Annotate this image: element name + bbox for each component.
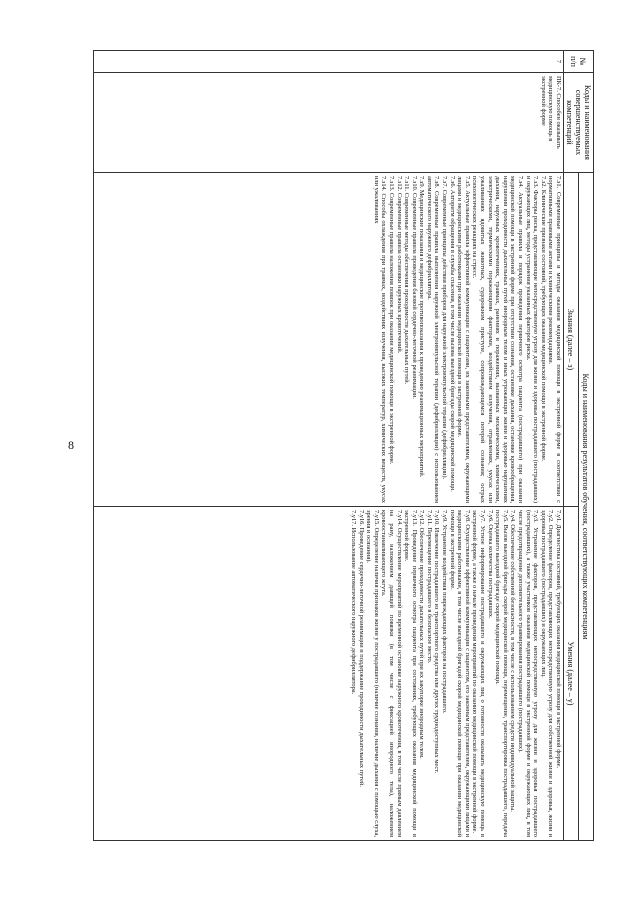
knowledge-item: 7.з8. Современные правила выполнения наружной электроимпульсной терапии (дефибрилляции) с использованием автоматического наружного дефибриллятора.: [425, 176, 441, 503]
knowledge-item: 7.з12. Современные правила остановки наружных кровотечений.: [395, 176, 403, 354]
table-row: [94, 51, 564, 841]
knowledge-item: 7.з1. Современные принципы и методы оказания медицинской помощи в экстренной форме в соответствии с нормативными правовыми актами и клиническими рекомендациями.: [547, 176, 562, 503]
header-skills: Умения (далее – у): [564, 507, 579, 841]
header-codes: Коды и наименования совершенствуемых компетенций: [564, 73, 594, 173]
landscape-content: [82, 50, 594, 840]
knowledge-item: 7.з3. Факторы риска, представляющие непосредственную угрозу для жизни и здоровья пострадавшего (пострадавших) и окружающих лиц, методы устранения указанных факторов риска.: [524, 176, 540, 503]
skills-cell: [94, 507, 564, 841]
page-number: 8: [68, 438, 74, 452]
knowledge-cell: [94, 173, 564, 507]
skill-item: 7.у9. Устранение воздействия повреждающих факторов на пострадавшего.: [441, 510, 449, 714]
knowledge-item: 7.з7. Современные принципы действия приборов для наружной электроимпульсной терапии (дефибрилляции).: [441, 176, 449, 480]
skill-item: 7.у12. Обеспечение проходимости дыхательных путей при их закупорке инородным телом.: [418, 510, 426, 759]
skill-item: 7.у6. Оценка количества пострадавших.: [486, 510, 494, 619]
knowledge-item: 7.з13. Современные правила наложения повязок при оказании медицинской помощи в экстренной форме.: [387, 176, 395, 465]
skill-item: 7.у1. Диагностика состояний, требующих оказания медицинской помощи в экстренной форме.: [555, 510, 562, 769]
knowledge-item: 7.з5. Актуальные правила эффективной коммуникации с пациентами, их законными представителями, окружающими лицами и медицинскими работниками при оказании медицинской помощи в экстренной форме.: [456, 176, 471, 503]
rotated-page: [82, 50, 594, 840]
skill-item: 7.у4. Обеспечение собственной безопасности, в том числе с использованием средств индивидуальной защиты.: [509, 510, 517, 812]
skill-item: 7.у7. Устное информирование пострадавшего и окружающих лиц о готовности оказывать медицинскую помощь в экстренной форме, а также о начале проведения мероприятий по оказанию медицинской помощи в экстренной форме.: [471, 510, 487, 838]
header-num: № п/п: [564, 51, 594, 73]
skill-item: 7.у14. Осуществление мероприятий по временной остановке наружного кровотечения, в том числе прямым давлением на рану, наложением давящей повязки (в том числе с фиксацией инородного тела), наложением кровоостанавливающего жгута.: [380, 510, 403, 838]
row-number: 7: [94, 51, 564, 73]
skill-item: 7.у2. Определение факторов, представляющих непосредственную угрозу для собственной жизни и здоровья, жизни и здоровья пострадавшего (пострадавших) и окружающих лиц.: [539, 510, 555, 838]
skill-item: 7.у8. Осуществление эффективной коммуникации с пациентом, его законным представителем, окружающими лицами и медицинскими работниками, в том числе выездной бригадой скорой медицинской помощи при оказании медицинской помощи в экстренной форме.: [448, 510, 471, 838]
knowledge-item: 7.з4. Актуальные правила и порядок проведения первичного осмотра пациента (пострадавшего) при оказании медицинской помощи в экстренной форме при отсутствии сознания, остановке дыхания, остановке кровообращения, нарушении проходимости дыхательных путей инородным телом и иных угрожающих жизни и здоровью нарушениях дыхания, наружных кровотечениях, травмах, ранениях и поражениях, вызванных механическими, химическими, электрическими, термическими поражающими факторами, воздействием излучения, отравлениях, укусах или ужаливаниях ядовитых животных, судорожном приступе, сопровождающемся потерей сознания; острых психологических реакциях на стресс.: [471, 176, 525, 503]
skill-item: 7.у17. Использование автоматического наружного дефибриллятора.: [349, 510, 357, 695]
knowledge-item: 7.з10. Современные правила проведения базовой сердечно-легочной реанимации.: [410, 176, 418, 399]
knowledge-item: 7.з14. Способы охлаждения при травмах, воздействиях излучения, высоких температур, химических веществ, укусах или ужаливаниях: [372, 176, 388, 503]
competency-cell: ПК-7. Способен оказывать медицинскую помощь в экстренной форме: [94, 73, 564, 173]
skill-item: 7.у5. Вызов выездной бригады скорой медицинской помощи, перемещение, транспортировка пострадавшего, передача пострадавшего выездной бригаде скорой медицинской помощи.: [494, 510, 509, 838]
skill-item: 7.у11. Перемещение пострадавшего в безопасное место.: [425, 510, 433, 664]
skill-item: 7.у3. Устранение факторов, представляющих непосредственную угрозу для жизни и здоровья пострадавшего (пострадавших), а также участников оказания медицинской помощи в экстренной форме и окружающих лиц, в том числе предотвращение дополнительного травмирования пострадавшего (пострадавших).: [517, 510, 540, 838]
header-results-group: Коды и наименования результатов обучения, соответствующих компетенциям: [579, 173, 594, 841]
knowledge-item: 7.з2. Клинические признаки состояний, требующих оказания медицинской помощи в экстренной форме.: [539, 176, 547, 462]
skill-item: 7.у10. Извлечение пострадавшего из транспортного средства или других труднодоступных мест.: [433, 510, 441, 774]
knowledge-item: 7.з9. Медицинские показания и медицинские противопоказания к проведению реанимационных мероприятий.: [418, 176, 426, 478]
knowledge-item: 7.з11. Современные методы обеспечения проходимости дыхательных путей.: [403, 176, 411, 385]
knowledge-item: 7.з6. Алгоритм обращения в службы спасения, в том числе вызова выездной бригады скорой медицинской помощи.: [448, 176, 456, 492]
header-row-1: [579, 51, 594, 841]
header-knowledge: Знания (далее – з): [564, 173, 579, 507]
skill-item: 7.у16. Проведение сердечно-легочной реанимации и поддержание проходимости дыхательных путей.: [357, 510, 365, 787]
skill-item: 7.у13. Проведение первичного осмотра пациента при состояниях, требующих оказания медицинской помощи в экстренной форме.: [403, 510, 418, 838]
competency-table: [93, 50, 594, 841]
skill-item: 7.у15. Определение наличия признаков жизни у пострадавшего (наличие сознания, наличие дыхания с помощью слуха, зрения и осязания).: [365, 510, 380, 838]
